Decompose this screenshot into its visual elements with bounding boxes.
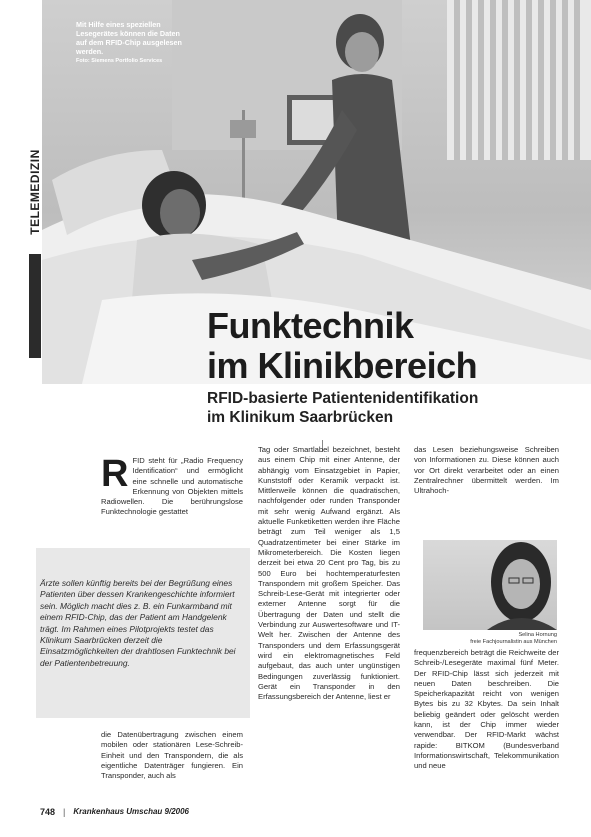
author-portrait-image: [423, 540, 557, 630]
body-column-2: [258, 445, 400, 702]
body-column-1b-text: die Datenübertragung zwischen einem mobilen oder stationären Lese-Schreib-Einheit und den Transpondern, die als eigentliche Datenträger fungieren. Ein Transponder, auch als: [101, 730, 243, 781]
body-column-1-text: FID steht für „Radio Frequency Identification“ und ermöglicht eine schnelle und automatische Erkennung von Objekten mittels Radiowellen. Die berührungslose Funktechnologie gestattet: [101, 456, 243, 517]
body-column-3-continued: [414, 648, 559, 772]
body-column-3: [414, 445, 559, 496]
body-column-1-continued: [101, 730, 243, 781]
section-bar: [29, 254, 41, 358]
page-footer: [40, 805, 560, 819]
subhead-line-2: im Klinikum Saarbrücken: [207, 409, 394, 426]
section-label: [29, 132, 41, 252]
author-name: Selina Hornung: [518, 632, 557, 638]
footer-separator: |: [63, 807, 66, 817]
photo-credit: Foto: Siemens Portfolio Services: [76, 58, 163, 64]
body-column-2-text: Tag oder Smartlabel bezeichnet, besteht aus einem Chip mit einer Antenne, der abhängig vom Einsatzgebiet in Papier, Kunststoff oder Keramik verpackt ist. Mittlerweile können die quadratischen, nachfolgender oder runden Transponder mit sehr wenig Aufwand ergänzt. Als aktuelle Funketiketten werden ihre Fläche beträgt zum Teil weniger als 1,5 Quadratzentimeter bei einer Stärke im Mikrometerbereich. Die Kosten liegen derzeit bei etwa 20 Cent pro Tag, bis zu 500 Euro bei hochtemperaturfesten Transpondern mit großem Speicher. Das Schreib-Lese-Gerät mit integrierter oder externer Antenne sorgt für die Übertragung der Daten und stellt die Verbindung zur Auswertesoftware und IT-Welt her. Zwischen der Antenne des Transponders und dem Erfassungsgerät wird ein elektromagnetisches Feld aufgebaut, das auch unter ungünstigen Bedingungen zuverlässig funktioniert. Gerät ein Transponder in den Erfassungsbereich der Antenne, liest er: [258, 445, 400, 702]
pull-quote: [36, 548, 250, 718]
photo-caption: [76, 20, 188, 65]
article-headline: [207, 306, 547, 386]
drop-cap: R: [101, 453, 129, 495]
pull-quote-text: Ärzte sollen künftig bereits bei der Begrüßung eines Patienten über dessen Krankengeschichte informiert sein. Möglich macht dies z. B. ein Funkarmband mit einem RFID-Chip, das der Patient am Handgelenk trägt. Im Rahmen eines Pilotprojekts testet das Klinikum Saarbrücken derzeit die Einsatzmöglichkeiten der drahtlosen Funktechnik bei der Patientenbetreuung.: [40, 578, 236, 668]
article-subhead: [207, 389, 567, 427]
author-role: freie Fachjournalistin aus München: [470, 639, 557, 645]
magazine-name: Krankenhaus Umschau 9/2006: [73, 807, 189, 816]
body-column-3b-text: frequenzbereich beträgt die Reichweite der Schreib-/Lesegeräte maximal fünf Meter. Der RFID-Chip lässt sich jederzeit mit neuen Daten beschreiben. Die Speicherkapazität reicht von wenigen Bytes bis zu 32 Kbytes. Da sein Inhalt beliebig geändert oder gelöscht werden kann, ist der Chip immer wieder verwendbar. Der RFID-Markt wächst rapide: BITKOM (Bundesverband Informationswirtschaft, Telekommunikation und neue: [414, 648, 559, 771]
page-number: 748: [40, 807, 56, 817]
headline-line-1: Funktechnik: [207, 305, 414, 346]
body-column-1: [101, 453, 243, 518]
photo-caption-text: Mit Hilfe eines speziellen Lesegerätes können die Daten auf dem RFID-Chip ausgelesen werden.: [76, 20, 182, 56]
headline-line-2: im Klinikbereich: [207, 345, 478, 386]
subhead-line-1: RFID-basierte Patientenidentifikation: [207, 390, 479, 407]
section-label-text: TELEMEDIZIN: [28, 149, 42, 235]
body-column-3-text: das Lesen beziehungsweise Schreiben von Informationen zu. Diese können auch vor Ort direkt verarbeitet oder an einen Zentralrechner übermittelt werden. Im Ultrahoch-: [414, 445, 559, 496]
author-portrait: [423, 540, 557, 630]
author-caption: [424, 632, 557, 646]
